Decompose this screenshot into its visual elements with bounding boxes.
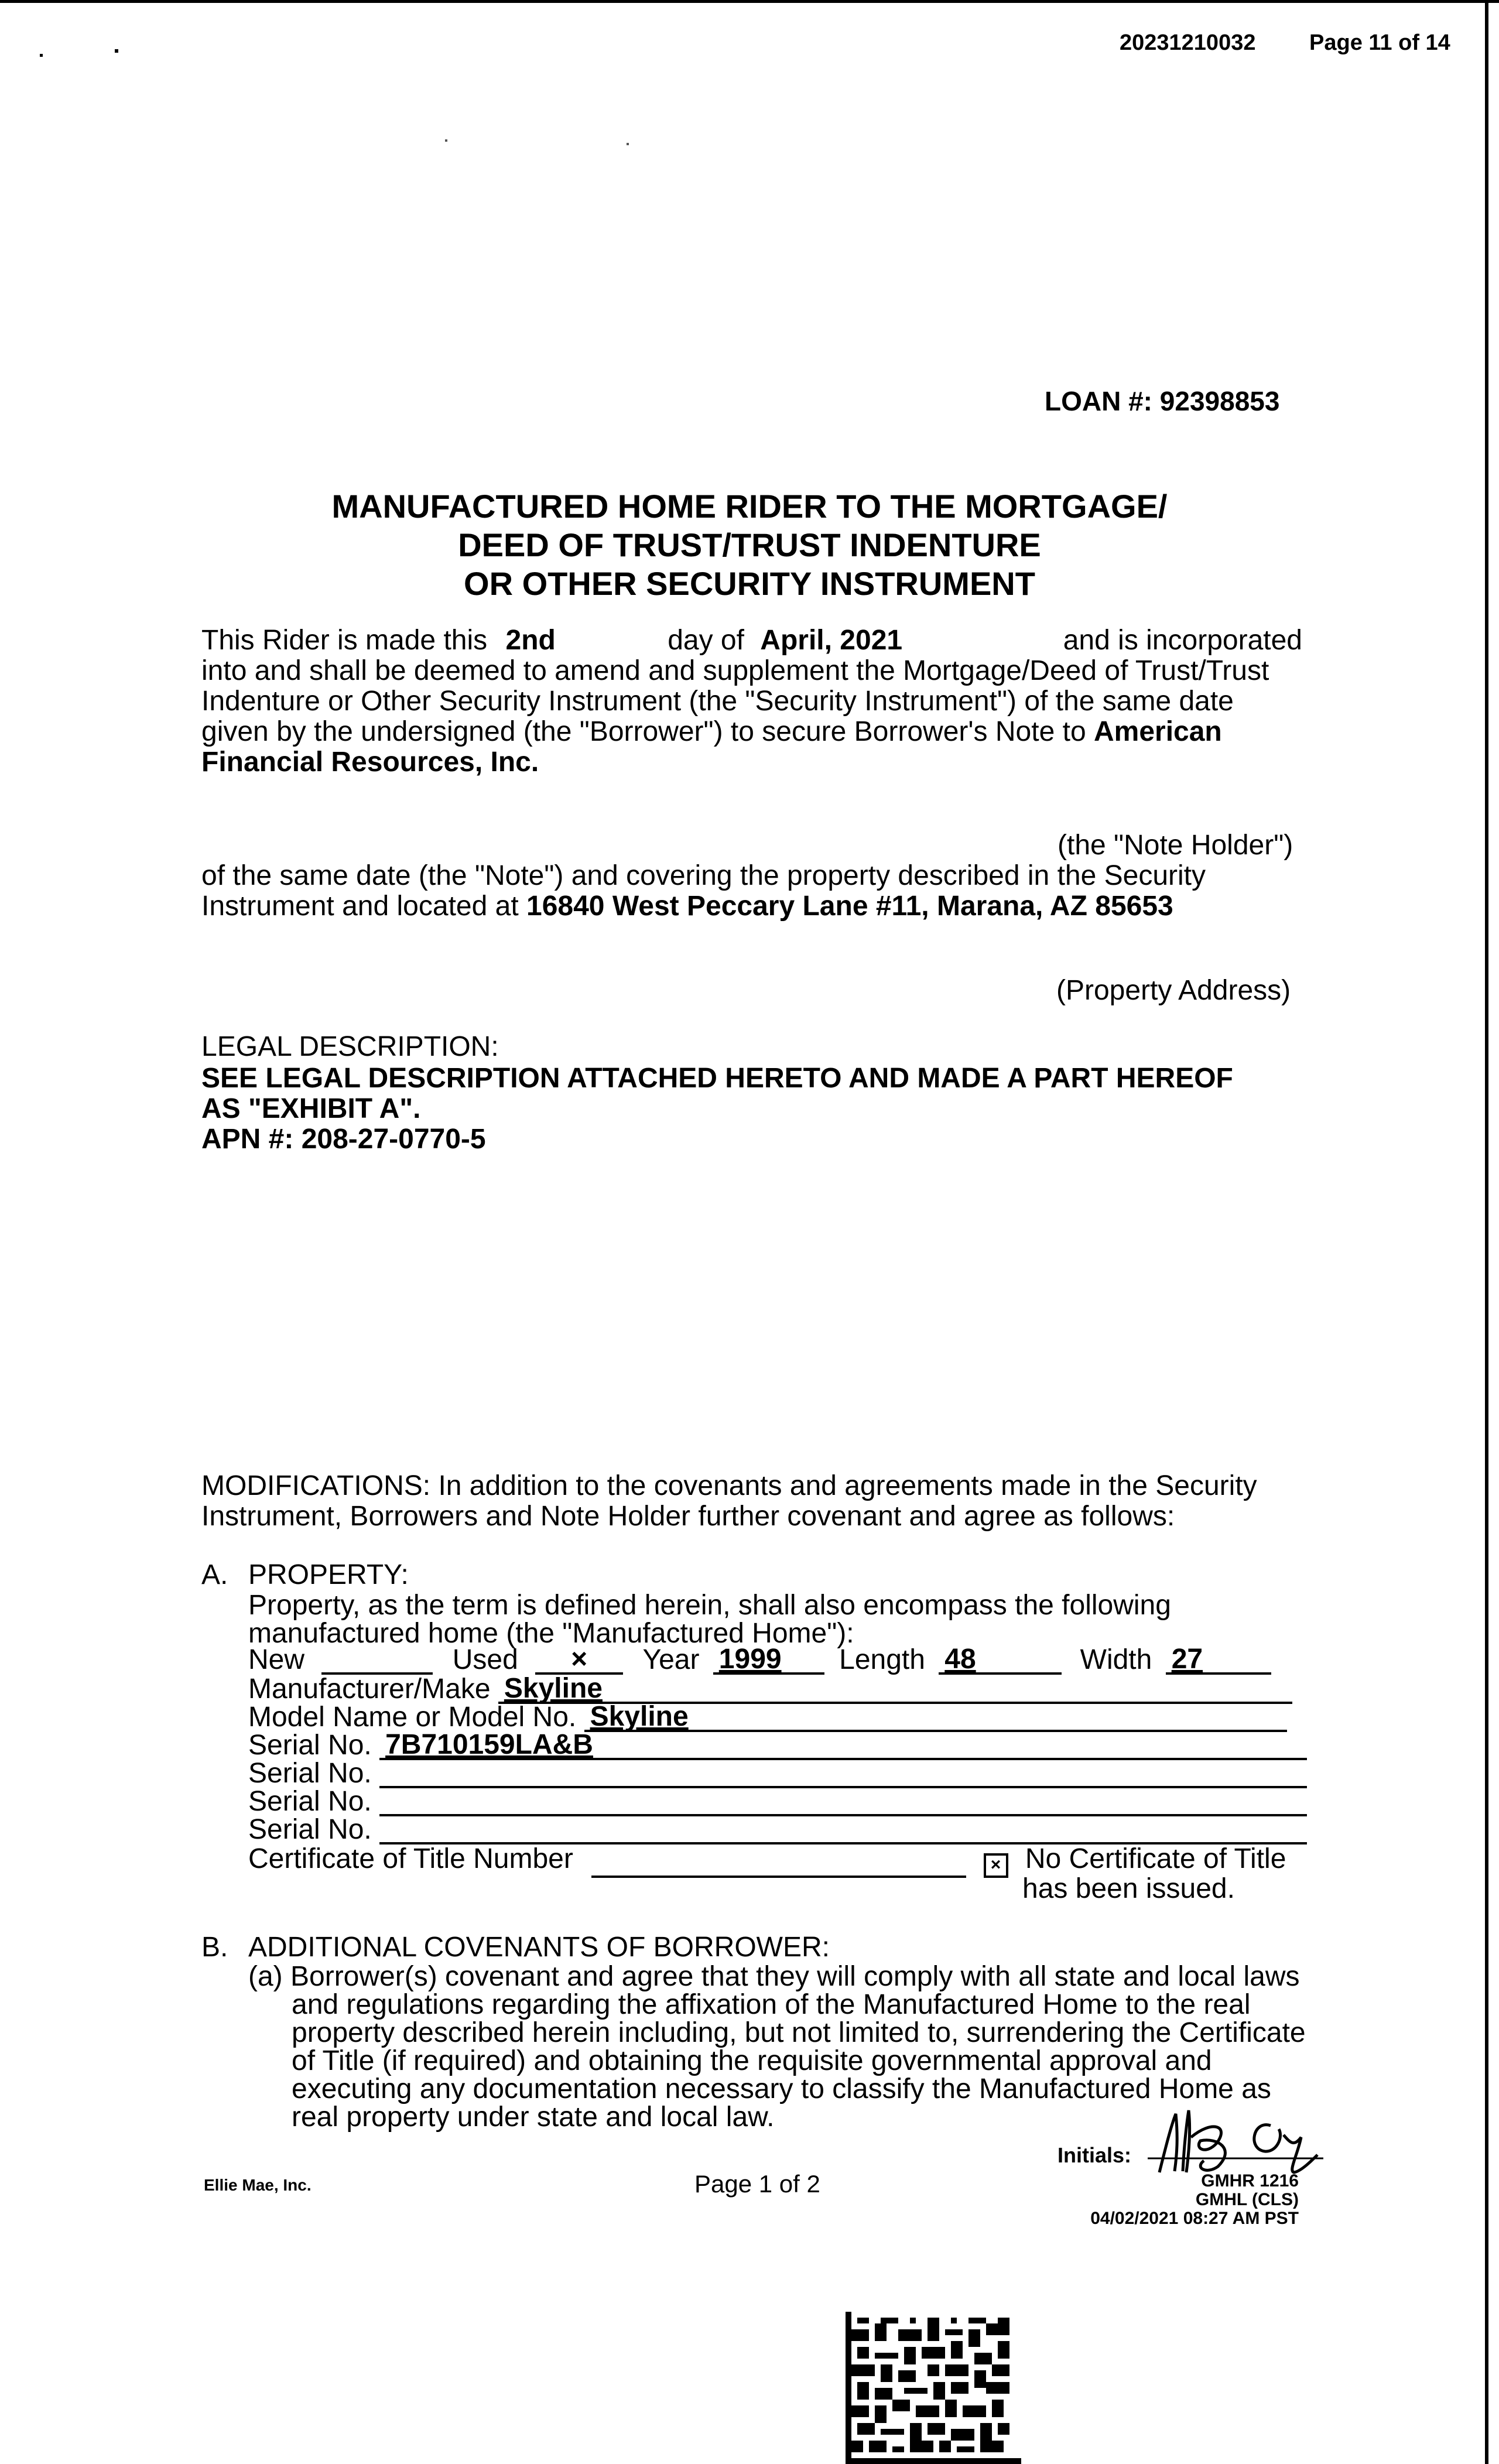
manufacturer-field[interactable]: Skyline	[498, 1676, 1292, 1704]
covenant-a-line-6: real property under state and local law.	[292, 2102, 775, 2133]
section-a-letter: A.	[201, 1559, 228, 1590]
no-certificate-label: No Certificate of Title	[1025, 1843, 1286, 1874]
serial-field-1[interactable]: 7B710159LA&B	[379, 1732, 1307, 1760]
scan-speck	[40, 54, 43, 57]
intro-text: and is incorporated	[1063, 625, 1302, 656]
document-title	[0, 487, 1499, 603]
length-label: Length	[839, 1644, 925, 1675]
serial-field-2[interactable]	[379, 1764, 1307, 1788]
length-field[interactable]: 48	[939, 1647, 1062, 1675]
covenant-a-line-1: (a) Borrower(s) covenant and agree that they will comply with all state and local laws	[248, 1961, 1300, 1992]
legal-description-line-1: SEE LEGAL DESCRIPTION ATTACHED HERETO AND MADE A PART HEREOF	[201, 1063, 1233, 1094]
serial-row-4	[248, 1815, 1307, 1844]
intro-text: day of	[668, 625, 744, 656]
year-field[interactable]: 1999	[713, 1647, 824, 1675]
intro-line-2: into and shall be deemed to amend and supplement the Mortgage/Deed of Trust/Trust	[201, 655, 1269, 686]
intro-line-4	[201, 717, 1222, 747]
width-field[interactable]: 27	[1166, 1647, 1271, 1675]
section-a-heading: PROPERTY:	[248, 1559, 409, 1590]
right-border	[1485, 0, 1488, 2464]
model-row	[248, 1703, 1287, 1732]
width-label: Width	[1080, 1644, 1152, 1675]
year-label: Year	[642, 1644, 700, 1675]
section-b-letter: B.	[201, 1932, 228, 1963]
used-field[interactable]: ×	[535, 1647, 623, 1675]
serial-label: Serial No.	[248, 1786, 372, 1817]
modifications-line-2: Instrument, Borrowers and Note Holder further covenant and agree as follows:	[201, 1501, 1175, 1532]
model-field[interactable]: Skyline	[584, 1704, 1287, 1732]
manufacturer-row	[248, 1675, 1292, 1704]
manufacturer-label: Manufacturer/Make	[248, 1674, 491, 1705]
serial-row-1	[248, 1731, 1307, 1760]
serial-field-3[interactable]	[379, 1792, 1307, 1816]
intro-line-6: of the same date (the "Note") and covering the property described in the Security	[201, 860, 1206, 891]
scan-speck	[627, 143, 629, 145]
top-border	[0, 0, 1499, 3]
covenant-a-line-2: and regulations regarding the affixation of the Manufactured Home to the real	[292, 1989, 1251, 2020]
lender-name: American	[1093, 716, 1222, 747]
section-a-line-1: Property, as the term is defined herein, shall also encompass the following	[248, 1590, 1171, 1621]
legal-description-label: LEGAL DESCRIPTION:	[201, 1031, 499, 1062]
serial-field-4[interactable]	[379, 1820, 1307, 1844]
serial-label: Serial No.	[248, 1730, 372, 1761]
form-code-1: GMHR 1216	[1201, 2171, 1299, 2191]
rider-day: 2nd	[505, 625, 556, 656]
print-timestamp: 04/02/2021 08:27 AM PST	[1090, 2209, 1299, 2228]
home-condition-row	[248, 1645, 1271, 1675]
scan-speck	[115, 49, 118, 53]
intro-line-1	[201, 625, 1302, 656]
new-field[interactable]	[321, 1650, 433, 1675]
covenant-a-line-4: of Title (if required) and obtaining the requisite governmental approval and	[292, 2045, 1212, 2076]
no-certificate-checkbox[interactable]: ×	[984, 1853, 1008, 1878]
used-label: Used	[452, 1644, 518, 1675]
recording-page: Page 11 of 14	[1309, 30, 1450, 55]
intro-text: given by the undersigned (the "Borrower") to secure Borrower's Note to	[201, 716, 1086, 747]
serial-row-2	[248, 1759, 1307, 1788]
title-line-3: OR OTHER SECURITY INSTRUMENT	[464, 565, 1035, 602]
initials-label: Initials:	[1057, 2143, 1132, 2167]
vendor-name: Ellie Mae, Inc.	[204, 2176, 312, 2194]
covenant-a-line-5: executing any documentation necessary to classify the Manufactured Home as	[292, 2073, 1271, 2104]
rider-date: April, 2021	[760, 625, 903, 656]
property-address: 16840 West Peccary Lane #11, Marana, AZ 85653	[526, 891, 1173, 922]
recording-number: 20231210032	[1120, 30, 1256, 55]
certificate-label: Certificate of Title Number	[248, 1843, 573, 1874]
intro-text: Instrument and located at	[201, 891, 519, 922]
section-b-heading: ADDITIONAL COVENANTS OF BORROWER:	[248, 1932, 830, 1963]
lender-name-cont: Financial Resources, Inc.	[201, 747, 539, 778]
modifications-line-1: MODIFICATIONS: In addition to the covenants and agreements made in the Security	[201, 1470, 1257, 1501]
serial-row-3	[248, 1787, 1307, 1816]
intro-line-3: Indenture or Other Security Instrument (the "Security Instrument") of the same date	[201, 686, 1234, 717]
new-label: New	[248, 1644, 305, 1675]
loan-number: LOAN #: 92398853	[1045, 386, 1280, 416]
legal-description-line-2: AS "EXHIBIT A".	[201, 1093, 421, 1124]
serial-label: Serial No.	[248, 1758, 372, 1789]
intro-text: This Rider is made this	[201, 625, 488, 656]
scan-speck	[445, 139, 447, 142]
page-number: Page 1 of 2	[694, 2170, 820, 2198]
certificate-field[interactable]	[591, 1853, 966, 1878]
serial-label: Serial No.	[248, 1814, 372, 1845]
initials-signature	[1148, 2102, 1323, 2178]
intro-line-7	[201, 891, 1173, 922]
title-line-1: MANUFACTURED HOME RIDER TO THE MORTGAGE/	[331, 488, 1168, 525]
no-certificate-label-cont: has been issued.	[1022, 1873, 1235, 1904]
model-label: Model Name or Model No.	[248, 1702, 577, 1733]
barcode	[846, 2312, 1021, 2464]
form-code-2: GMHL (CLS)	[1195, 2190, 1299, 2209]
covenant-a-line-3: property described herein including, but not limited to, surrendering the Certificate	[292, 2017, 1306, 2048]
section-a-line-2: manufactured home (the "Manufactured Home"):	[248, 1618, 854, 1649]
note-holder-label: (the "Note Holder")	[1057, 830, 1293, 861]
title-line-2: DEED OF TRUST/TRUST INDENTURE	[458, 526, 1041, 563]
property-address-label: (Property Address)	[1056, 975, 1291, 1006]
apn-number: APN #: 208-27-0770-5	[201, 1124, 486, 1155]
